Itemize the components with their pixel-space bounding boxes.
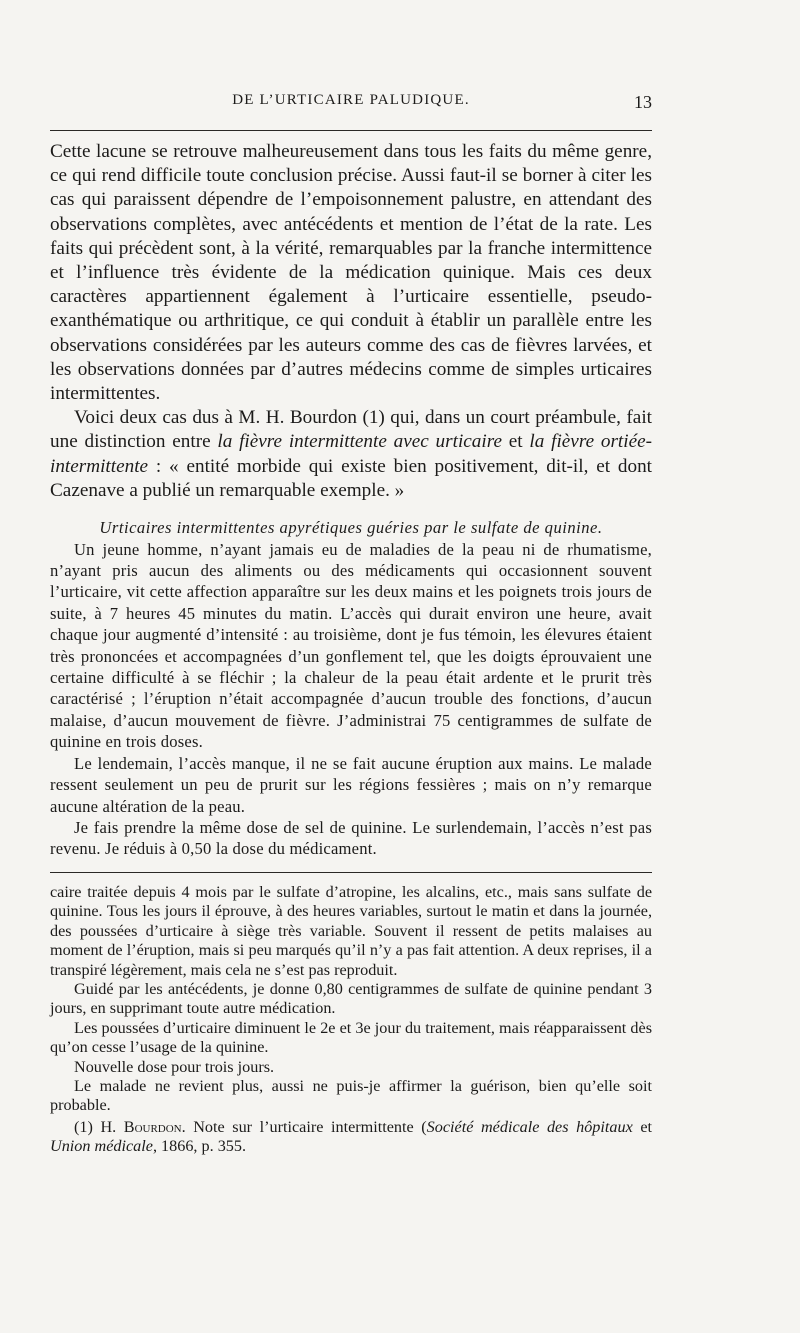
header-rule	[50, 130, 652, 131]
paragraph-2-mid: et	[508, 431, 523, 453]
footnote-journal-2: Union médicale	[50, 1137, 153, 1156]
running-title: DE L’URTICAIRE PALUDIQUE.	[232, 92, 470, 108]
footnote-author: Bourdon	[123, 1117, 182, 1136]
footnote-marker: (1) H.	[74, 1117, 117, 1136]
paragraph-2	[50, 406, 652, 503]
paragraph-2-start: Voici deux cas dus à M. H. Bourdon (1) qui, dans un court préambule, fait une distinction entre	[50, 407, 652, 453]
italic-phrase-1: la fièvre intermittente avec urticaire	[217, 431, 502, 453]
italic-phrase-2: la fièvre ortiée-intermittente	[50, 431, 653, 477]
note-paragraph-5: Le malade ne revient plus, aussi ne puis-je affirmer la guérison, bien qu’elle soit probable.	[50, 1077, 652, 1115]
footnote-text: . Note sur l’urticaire intermittente (	[181, 1117, 427, 1136]
note-paragraph-2: Guidé par les antécédents, je donne 0,80 centigrammes de sulfate de quinine pendant 3 jours, en supprimant toute autre médication.	[50, 980, 652, 1018]
paragraph-2-end: : « entité morbide qui existe bien positivement, dit-il, et dont Cazenave a publié un remarquable exemple. »	[50, 455, 653, 501]
footnote	[50, 1118, 652, 1157]
footnote-and: et	[640, 1117, 653, 1136]
footnote-journal-1: Société médicale des hôpitaux	[426, 1117, 633, 1136]
running-head	[50, 92, 652, 114]
observation-paragraph-3: Je fais prendre la même dose de sel de quinine. Le surlendemain, l’accès n’est pas revenu. Je réduis à 0,50 la dose du médicament.	[50, 817, 652, 859]
observation-title: Urticaires intermittentes apyrétiques guéries par le sulfate de quinine.	[99, 518, 603, 538]
main-text	[50, 140, 652, 860]
notes-section	[50, 883, 652, 1157]
note-paragraph-3: Les poussées d’urticaire diminuent le 2e et 3e jour du traitement, mais réapparaissent dès qu’on cesse l’usage de la quinine.	[50, 1018, 652, 1057]
footnote-year: , 1866, p. 355.	[152, 1137, 247, 1156]
observation-paragraph-1: Un jeune homme, n’ayant jamais eu de maladies de la peau ni de rhumatisme, n’ayant pris aucun des aliments ou des médicaments qui occasionnent souvent l’urticaire, vit cette affection apparaître sur les deux mains et les poignets trois jours de suite, à 7 heures 45 minutes du matin. L’accès qui durait environ une heure, avait chaque jour augmenté d’intensité : au troisième, dont je fus témoin, les élevures étaient très prononcées et accompagnées d’un gonflement tel, que les doigts éprouvaient une certaine difficulté à se fléchir ; la chaleur de la peau était ardente et le prurit très caractérisé ; l’éruption n’était accompagnée d’aucun trouble des fonctions, d’aucun malaise, d’aucun mouvement de fièvre. J’administrai 75 centigrammes de sulfate de quinine en trois doses.	[50, 539, 652, 752]
observation-paragraph-2: Le lendemain, l’accès manque, il ne se fait aucune éruption aux mains. Le malade ressent seulement un peu de prurit sur les régions fessières ; mais on n’y remarque aucune altération de la peau.	[50, 753, 652, 816]
page-number: 13	[634, 92, 652, 112]
note-paragraph-4: Nouvelle dose pour trois jours.	[74, 1057, 275, 1076]
notes-rule	[50, 872, 652, 873]
paragraph-1: Cette lacune se retrouve malheureusement dans tous les faits du même genre, ce qui rend difficile toute conclusion précise. Aussi faut-il se borner à citer les cas qui paraissent dépendre de l’empoisonnement palustre, en attendant des observations complètes, avec antécédents et mention de l’état de la rate. Les faits qui précèdent sont, à la vérité, remarquables par la franche intermittence et l’influence très évidente de la médication quinique. Mais ces deux caractères appartiennent également à l’urticaire essentielle, pseudo-exanthématique ou arthritique, ce qui conduit à établir un parallèle entre les observations considérées par les auteurs comme des cas de fièvres larvées, et les observations données par d’autres médecins comme de simples urticaires intermittentes.	[50, 141, 652, 405]
note-paragraph-1: caire traitée depuis 4 mois par le sulfate d’atropine, les alcalins, etc., mais sans sulfate de quinine. Tous les jours il éprouve, à des heures variables, surtout le matin et dans la journée, des poussées d’urticaire à siège très variable. Souvent il ressent de petits malaises au moment de l’éruption, mais si peu marqués qu’il n’y a pas fait attention. A deux reprises, il a transpiré légèrement, mais cela ne s’est pas reproduit.	[50, 883, 652, 979]
